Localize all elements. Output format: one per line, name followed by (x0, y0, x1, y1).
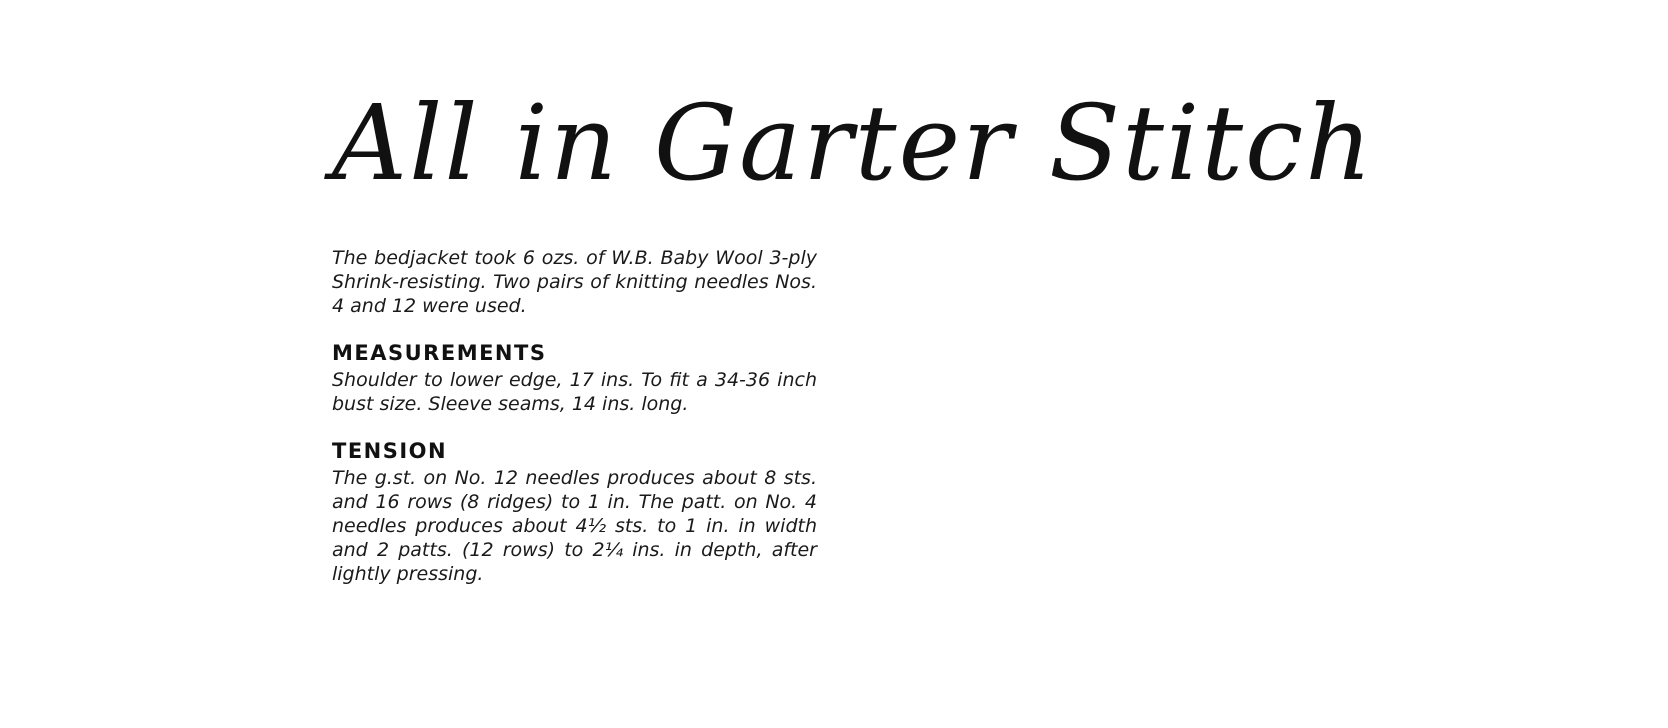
page-title: All in Garter Stitch (332, 82, 1375, 204)
tension-heading: TENSION (332, 439, 448, 463)
measurements-paragraph: Shoulder to lower edge, 17 ins. To fit a 34-36 inch bust size. Sleeve seams, 14 ins. long. (332, 369, 817, 415)
measurements-heading: MEASUREMENTS (332, 341, 547, 365)
text-column (332, 246, 817, 586)
tension-paragraph: The g.st. on No. 12 needles produces about 8 sts. and 16 rows (8 ridges) to 1 in. The patt. on No. 4 needles produces about 4½ sts. to 1 in. in width and 2 patts. (12 rows) to 2¼ ins. in depth, after lightly pressing. (332, 467, 817, 585)
intro-paragraph: The bedjacket took 6 ozs. of W.B. Baby Wool 3-ply Shrink-resisting. Two pairs of knitting needles Nos. 4 and 12 were used. (332, 247, 817, 317)
